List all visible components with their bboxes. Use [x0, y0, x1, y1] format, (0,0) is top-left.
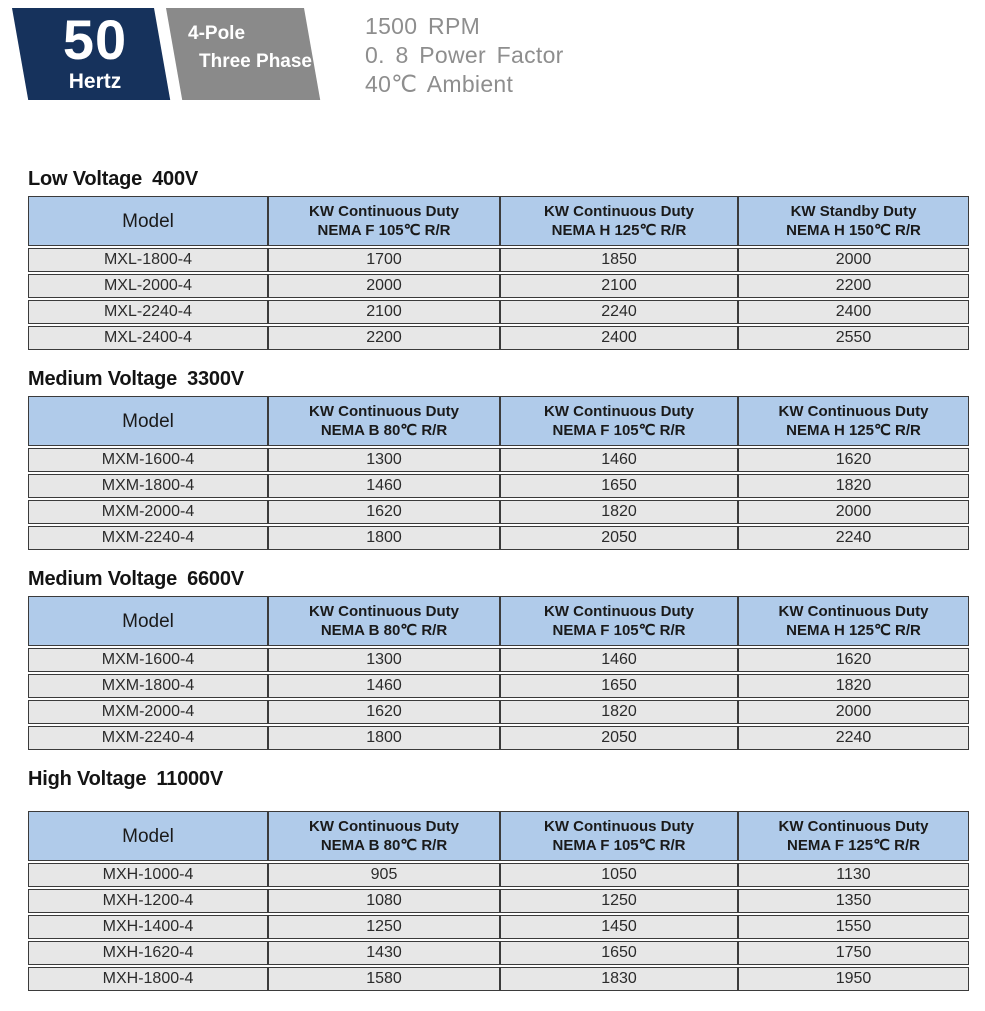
kw-value-cell: 1460: [268, 674, 500, 698]
kw-value-cell: 1460: [268, 474, 500, 498]
kw-value-cell: 1550: [738, 915, 969, 939]
section-voltage: 400V: [152, 168, 199, 190]
section-voltage: 3300V: [187, 368, 244, 390]
duty-column-header: KW Standby Duty NEMA H 150℃ R/R: [738, 196, 969, 246]
kw-value-cell: 1820: [738, 674, 969, 698]
kw-value-cell: 2550: [738, 326, 969, 350]
pole-phase-badge: [188, 20, 312, 76]
ambient-spec: 40℃ Ambient: [365, 71, 514, 97]
kw-value-cell: 2240: [738, 526, 969, 550]
model-cell: MXM-2240-4: [28, 726, 268, 750]
duty-column-header: KW Continuous Duty NEMA H 125℃ R/R: [500, 196, 738, 246]
duty-column-header: KW Continuous Duty NEMA F 125℃ R/R: [738, 811, 969, 861]
model-cell: MXL-2240-4: [28, 300, 268, 324]
section-voltage: 11000V: [156, 768, 223, 790]
model-cell: MXL-2400-4: [28, 326, 268, 350]
rating-specs: [365, 12, 564, 99]
rpm-spec: 1500 RPM: [365, 13, 481, 39]
model-column-header: Model: [28, 811, 268, 861]
model-cell: MXM-2240-4: [28, 526, 268, 550]
kw-value-cell: 2100: [500, 274, 738, 298]
model-cell: MXH-1200-4: [28, 889, 268, 913]
kw-value-cell: 2000: [268, 274, 500, 298]
duty-column-header: KW Continuous Duty NEMA B 80℃ R/R: [268, 811, 500, 861]
kw-value-cell: 1950: [738, 967, 969, 991]
kw-value-cell: 1800: [268, 726, 500, 750]
model-cell: MXH-1400-4: [28, 915, 268, 939]
kw-value-cell: 2240: [738, 726, 969, 750]
model-cell: MXH-1620-4: [28, 941, 268, 965]
model-cell: MXM-2000-4: [28, 700, 268, 724]
kw-value-cell: 1800: [268, 526, 500, 550]
kw-value-cell: 2000: [738, 248, 969, 272]
high-voltage-table: [28, 809, 969, 993]
frequency-unit: Hertz: [68, 70, 122, 93]
duty-column-header: KW Continuous Duty NEMA F 105℃ R/R: [268, 196, 500, 246]
section-title-high-voltage: [28, 769, 969, 790]
table-row: [28, 448, 969, 472]
table-row: [28, 674, 969, 698]
frequency-badge: [30, 10, 160, 94]
header-banner: [0, 0, 985, 100]
kw-value-cell: 1750: [738, 941, 969, 965]
phase-label: Three Phase: [199, 51, 312, 72]
duty-column-header: KW Continuous Duty NEMA B 80℃ R/R: [268, 596, 500, 646]
kw-value-cell: 1250: [268, 915, 500, 939]
duty-column-header: KW Continuous Duty NEMA F 105℃ R/R: [500, 811, 738, 861]
kw-value-cell: 1580: [268, 967, 500, 991]
table-header-row: [28, 811, 969, 861]
kw-value-cell: 1820: [738, 474, 969, 498]
table-row: [28, 300, 969, 324]
table-row: [28, 274, 969, 298]
kw-value-cell: 1430: [268, 941, 500, 965]
section-voltage: 6600V: [187, 568, 244, 590]
kw-value-cell: 2000: [738, 700, 969, 724]
table-row: [28, 915, 969, 939]
table-row: [28, 500, 969, 524]
kw-value-cell: 1620: [738, 648, 969, 672]
table-header-row: [28, 196, 969, 246]
duty-column-header: KW Continuous Duty NEMA F 105℃ R/R: [500, 596, 738, 646]
section-name: Low Voltage: [28, 168, 143, 190]
model-cell: MXL-1800-4: [28, 248, 268, 272]
frequency-value: 50: [62, 8, 128, 71]
duty-column-header: KW Continuous Duty NEMA H 125℃ R/R: [738, 596, 969, 646]
duty-column-header: KW Continuous Duty NEMA H 125℃ R/R: [738, 396, 969, 446]
kw-value-cell: 1830: [500, 967, 738, 991]
kw-value-cell: 1650: [500, 474, 738, 498]
kw-value-cell: 2000: [738, 500, 969, 524]
section-title-low-voltage: [28, 169, 969, 190]
table-row: [28, 700, 969, 724]
table-row: [28, 967, 969, 991]
table-row: [28, 648, 969, 672]
duty-column-header: KW Continuous Duty NEMA F 105℃ R/R: [500, 396, 738, 446]
kw-value-cell: 1850: [500, 248, 738, 272]
kw-value-cell: 1050: [500, 863, 738, 887]
kw-value-cell: 1650: [500, 941, 738, 965]
kw-value-cell: 2200: [268, 326, 500, 350]
section-name: High Voltage: [28, 768, 147, 790]
medium-voltage-3300-table: [28, 394, 969, 552]
model-column-header: Model: [28, 596, 268, 646]
kw-value-cell: 1450: [500, 915, 738, 939]
spec-tables-area: [0, 169, 969, 993]
low-voltage-table: [28, 194, 969, 352]
kw-value-cell: 1080: [268, 889, 500, 913]
section-title-medium-voltage-3300: [28, 369, 969, 390]
kw-value-cell: 905: [268, 863, 500, 887]
kw-value-cell: 1130: [738, 863, 969, 887]
kw-value-cell: 1620: [738, 448, 969, 472]
model-cell: MXM-1800-4: [28, 674, 268, 698]
model-cell: MXM-1600-4: [28, 648, 268, 672]
kw-value-cell: 2240: [500, 300, 738, 324]
kw-value-cell: 2100: [268, 300, 500, 324]
kw-value-cell: 2400: [738, 300, 969, 324]
kw-value-cell: 1620: [268, 500, 500, 524]
model-cell: MXM-1600-4: [28, 448, 268, 472]
medium-voltage-6600-table: [28, 594, 969, 752]
kw-value-cell: 1460: [500, 448, 738, 472]
kw-value-cell: 1350: [738, 889, 969, 913]
section-name: Medium Voltage: [28, 568, 178, 590]
table-header-row: [28, 596, 969, 646]
table-header-row: [28, 396, 969, 446]
kw-value-cell: 2200: [738, 274, 969, 298]
table-row: [28, 941, 969, 965]
model-column-header: Model: [28, 196, 268, 246]
table-row: [28, 248, 969, 272]
pole-label: 4-Pole: [188, 23, 246, 44]
table-row: [28, 474, 969, 498]
model-cell: MXM-1800-4: [28, 474, 268, 498]
kw-value-cell: 1650: [500, 674, 738, 698]
model-cell: MXH-1800-4: [28, 967, 268, 991]
model-cell: MXL-2000-4: [28, 274, 268, 298]
kw-value-cell: 1700: [268, 248, 500, 272]
kw-value-cell: 2400: [500, 326, 738, 350]
kw-value-cell: 1300: [268, 648, 500, 672]
section-title-medium-voltage-6600: [28, 569, 969, 590]
kw-value-cell: 1620: [268, 700, 500, 724]
table-row: [28, 526, 969, 550]
model-cell: MXH-1000-4: [28, 863, 268, 887]
table-row: [28, 863, 969, 887]
kw-value-cell: 2050: [500, 526, 738, 550]
power-factor-spec: 0. 8 Power Factor: [365, 42, 564, 68]
table-row: [28, 889, 969, 913]
model-cell: MXM-2000-4: [28, 500, 268, 524]
section-name: Medium Voltage: [28, 368, 178, 390]
kw-value-cell: 1820: [500, 500, 738, 524]
kw-value-cell: 1300: [268, 448, 500, 472]
kw-value-cell: 1460: [500, 648, 738, 672]
kw-value-cell: 1250: [500, 889, 738, 913]
table-row: [28, 726, 969, 750]
duty-column-header: KW Continuous Duty NEMA B 80℃ R/R: [268, 396, 500, 446]
table-row: [28, 326, 969, 350]
kw-value-cell: 2050: [500, 726, 738, 750]
kw-value-cell: 1820: [500, 700, 738, 724]
model-column-header: Model: [28, 396, 268, 446]
